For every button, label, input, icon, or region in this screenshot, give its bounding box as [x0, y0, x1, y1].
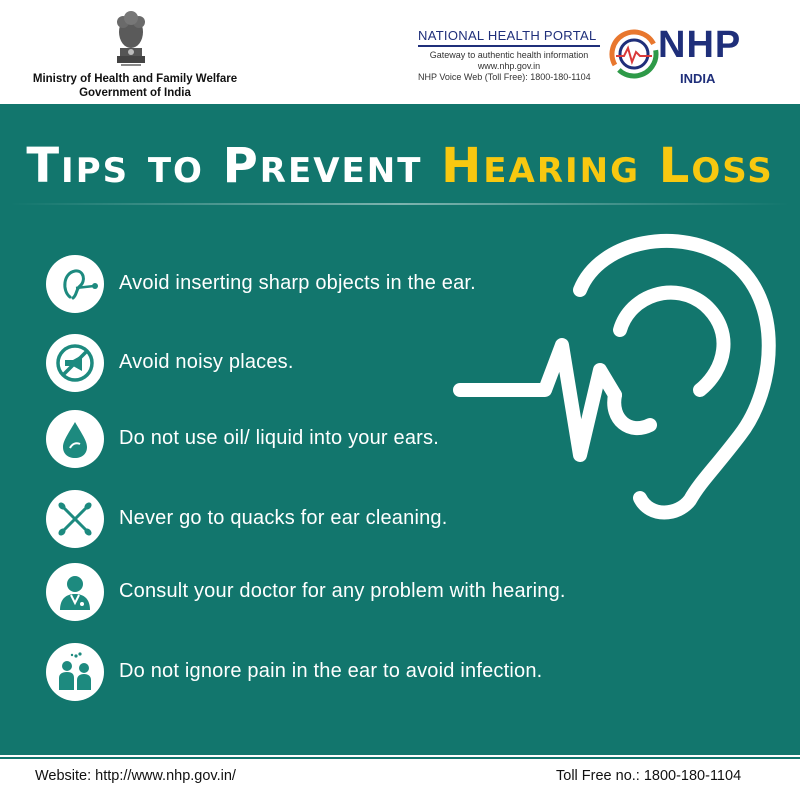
ear-swab-icon	[46, 255, 104, 313]
header	[0, 0, 800, 104]
tip-icon-circle	[46, 255, 104, 313]
tip-text: Do not use oil/ liquid into your ears.	[119, 427, 439, 449]
ministry-line-2: Government of India	[79, 87, 191, 99]
footer-divider-thin	[0, 757, 800, 759]
no-horn-icon	[46, 334, 104, 392]
title-divider	[10, 203, 790, 205]
title-part-1: Tips to Prevent	[26, 138, 423, 194]
footer	[0, 762, 800, 800]
tip-icon-circle	[46, 334, 104, 392]
page-title	[0, 138, 800, 194]
tip-icon-circle	[46, 643, 104, 701]
tip-text: Never go to quacks for ear cleaning.	[119, 507, 448, 529]
tip-icon-circle	[46, 563, 104, 621]
tip-item	[0, 643, 620, 703]
ministry-name	[0, 72, 270, 100]
tip-text: Do not ignore pain in the ear to avoid infection.	[119, 660, 543, 682]
tip-icon-circle	[46, 410, 104, 468]
toll-free-number: Toll Free no.: 1800-180-1104	[556, 768, 742, 784]
portal-url: www.nhp.gov.in	[477, 61, 541, 71]
ear-pain-icon	[46, 643, 104, 701]
footer-divider	[0, 750, 800, 755]
portal-voice: NHP Voice Web (Toll Free): 1800-180-1104	[418, 72, 591, 82]
nhp-logo-text: NHP	[658, 24, 742, 66]
tip-item	[0, 563, 620, 623]
website-link[interactable]: Website: http://www.nhp.gov.in/	[35, 768, 236, 784]
tip-text: Avoid inserting sharp objects in the ear.	[119, 272, 476, 294]
tip-icon-circle	[46, 490, 104, 548]
portal-divider	[418, 45, 600, 47]
title-part-2: Hearing Loss	[441, 138, 774, 194]
nhp-logo-subtext: INDIA	[680, 71, 716, 86]
national-emblem-icon	[109, 8, 153, 68]
tip-text: Avoid noisy places.	[119, 351, 294, 373]
tip-text: Consult your doctor for any problem with hearing.	[119, 580, 566, 602]
ministry-line-1: Ministry of Health and Family Welfare	[32, 73, 238, 85]
nhp-logo-icon	[606, 26, 662, 82]
oil-drop-icon	[46, 410, 104, 468]
portal-title: NATIONAL HEALTH PORTAL	[418, 28, 597, 43]
doctor-icon	[46, 563, 104, 621]
ear-soundwave-icon	[450, 220, 780, 520]
crossed-swabs-icon	[46, 490, 104, 548]
portal-tagline: Gateway to authentic health information	[429, 50, 589, 60]
portal-info	[418, 28, 608, 83]
